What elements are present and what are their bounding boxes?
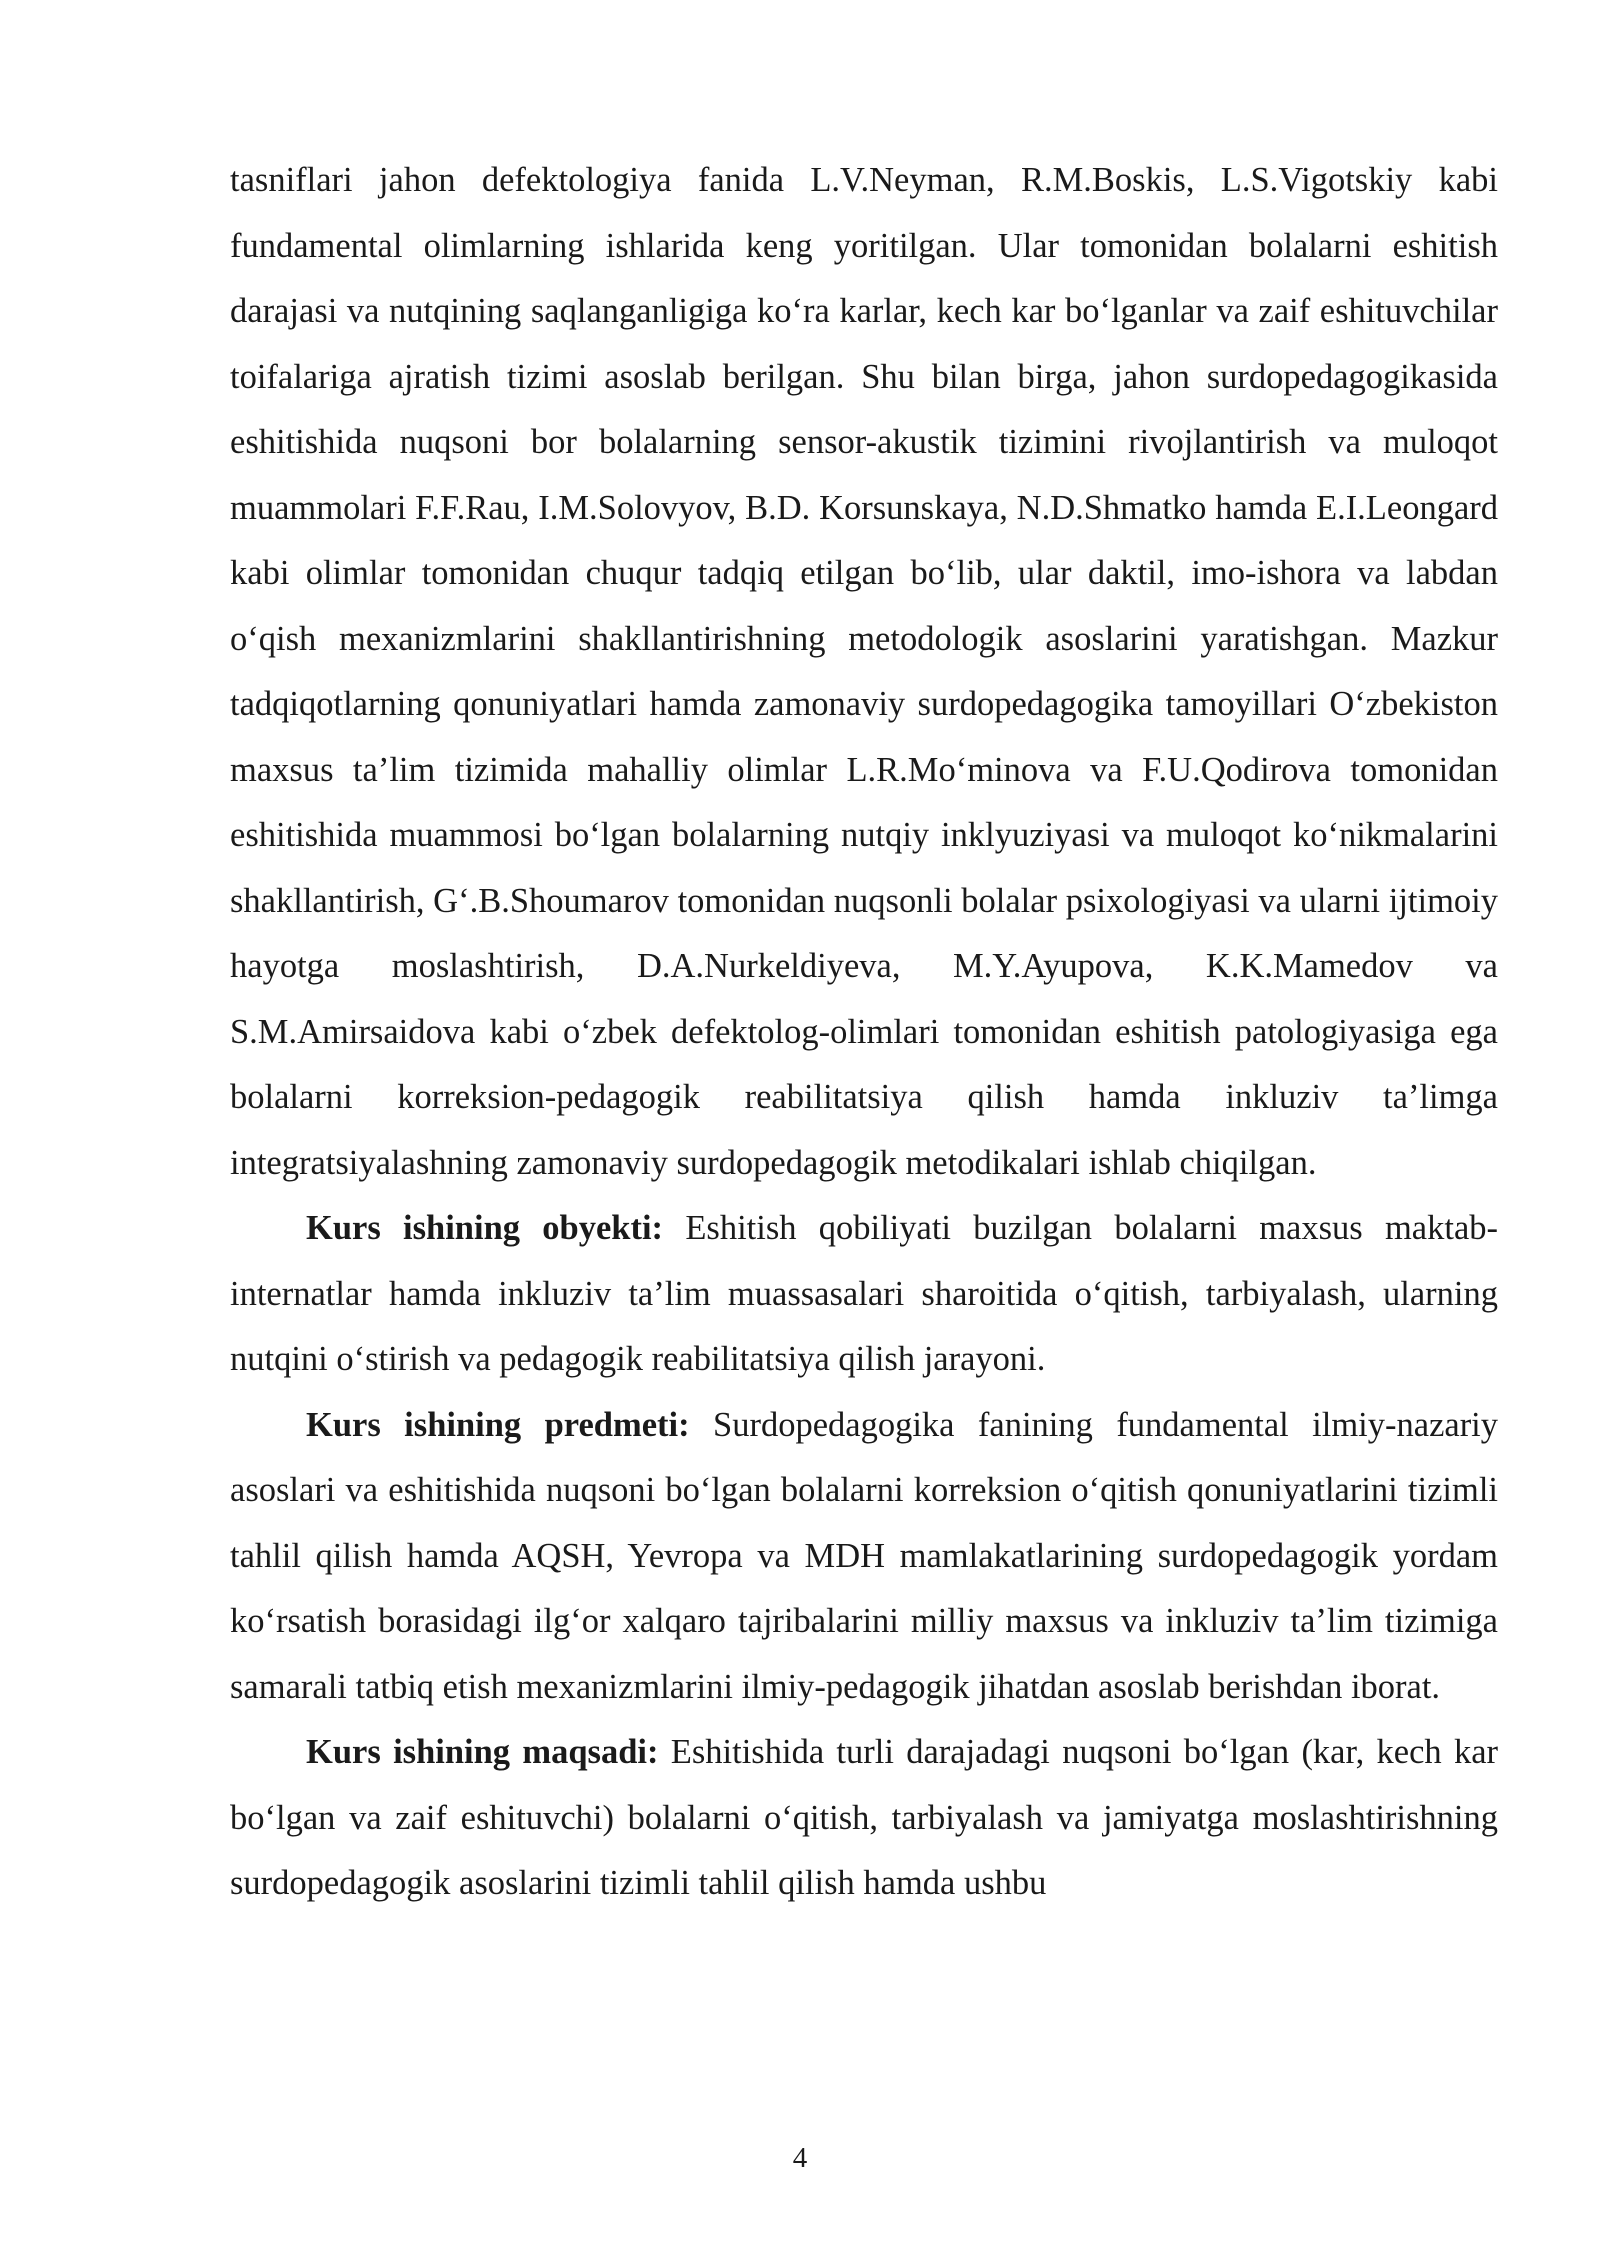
document-body — [230, 148, 1498, 1917]
paragraph-heading-object: Kurs ishining obyekti: — [306, 1209, 664, 1247]
paragraph-introduction — [230, 148, 1498, 1196]
paragraph-object — [230, 1196, 1498, 1393]
paragraph-heading-goal: Kurs ishining maqsadi: — [306, 1733, 659, 1771]
paragraph-heading-subject: Kurs ishining predmeti: — [306, 1405, 690, 1444]
paragraph-text: Eshitishida turli darajadagi nuqsoni bo‘lgan (kar, kech kar bo‘lgan va zaif eshituvchi) bolalarni o‘qitish, tarbiyalash va jamiyatga moslashtirishning surdopedagogik asoslarini tizimli tahlil qilish hamda ushbu — [230, 1733, 1499, 1902]
page-number: 4 — [792, 2142, 808, 2174]
paragraph-text: Eshitish qobiliyati buzilgan bolalarni maxsus maktab-internatlar hamda inkluziv ta’lim muassasalari sharoitida o‘qitish, tarbiyalash, ularning nutqini o‘stirish va pedagogik reabilitatsiya qilish jarayoni. — [230, 1209, 1499, 1378]
paragraph-text: tasniflari jahon defektologiya fanida L.V.Neyman, R.M.Boskis, L.S.Vigotskiy kabi fundamental olimlarning ishlarida keng yoritilgan. Ular tomonidan bolalarni eshitish darajasi va nutqining saqlanganligiga ko‘ra karlar, kech kar bo‘lganlar va zaif eshituvchilar toifalariga ajratish tizimi asoslab berilgan. Shu bilan birga, jahon surdopedagogikasida eshitishida nuqsoni bor bolalarning sensor-akustik tizimini rivojlantirish va muloqot muammolari F.F.Rau, I.M.Solovyov, B.D. Korsunskaya, N.D.Shmatko hamda E.I.Leongard kabi olimlar tomonidan chuqur tadqiq etilgan bo‘lib, ular daktil, imo-ishora va labdan o‘qish mexanizmlarini shakllantirishning metodologik asoslarini yaratishgan. Mazkur tadqiqotlarning qonuniyatlari hamda zamonaviy surdopedagogika tamoyillari O‘zbekiston maxsus ta’lim tizimida mahalliy olimlar L.R.Mo‘minova va F.U.Qodirova tomonidan eshitishida muammosi bo‘lgan bolalarning nutqiy inklyuziyasi va muloqot ko‘nikmalarini shakllantirish, G‘.B.Shoumarov tomonidan nuqsonli bolalar psixologiyasi va ularni ijtimoiy hayotga moslashtirish, D.A.Nurkeldiyeva, M.Y.Ayupova, K.K.Mamedov va S.M.Amirsaidova kabi o‘zbek defektolog-olimlari tomonidan eshitish patologiyasiga ega bolalarni korreksion-pedagogik reabilitatsiya qilish hamda inkluziv ta’limga integratsiyalashning zamonaviy surdopedagogik metodikalari ishlab chiqilgan. — [230, 161, 1498, 1182]
paragraph-text: Surdopedagogika fanining fundamental ilmiy-nazariy asoslari va eshitishida nuqsoni bo‘lgan bolalarni korreksion o‘qitish qonuniyatlarini tizimli tahlil qilish hamda AQSH, Yevropa va MDH mamlakatlarining surdopedagogik yordam ko‘rsatish borasidagi ilg‘or xalqaro tajribalarini milliy maxsus va inkluziv ta’lim tizimiga samarali tatbiq etish mexanizmlarini ilmiy-pedagogik jihatdan asoslab berishdan iborat. — [230, 1405, 1499, 1706]
paragraph-goal — [230, 1720, 1498, 1917]
paragraph-subject — [230, 1393, 1498, 1721]
